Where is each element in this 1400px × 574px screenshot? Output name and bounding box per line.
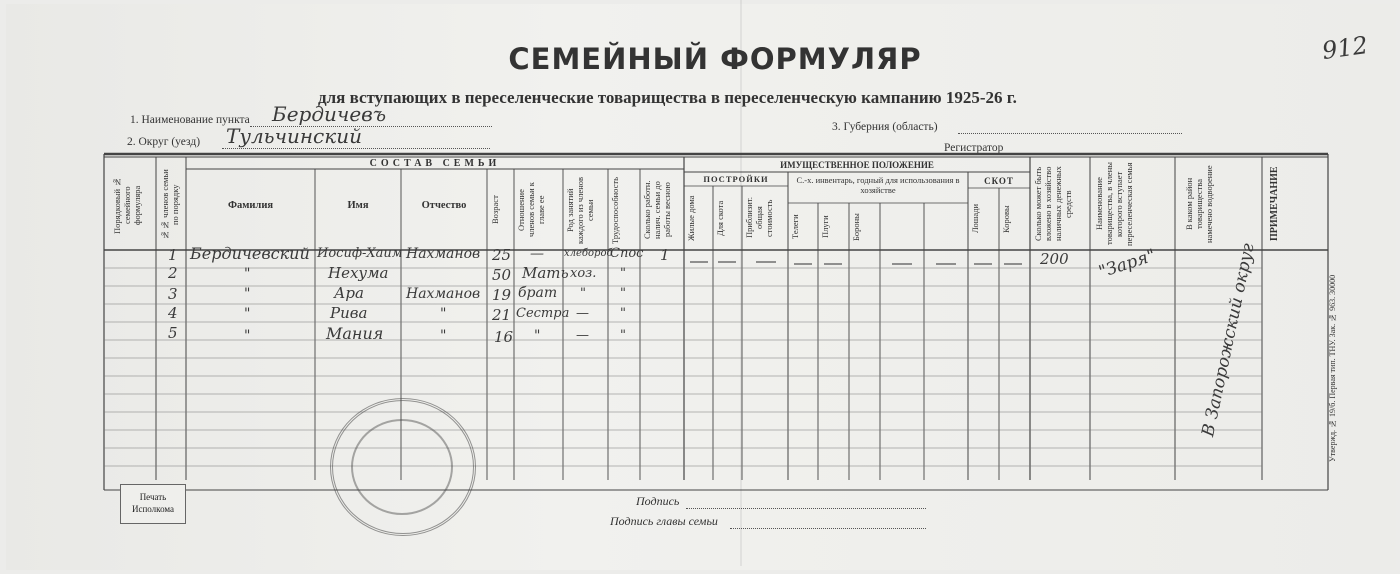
row-1-age: 25 bbox=[492, 246, 512, 264]
row-2-no: 2 bbox=[168, 264, 178, 282]
group-property-header: ИМУЩЕСТВЕННОЕ ПОЛОЖЕНИЕ bbox=[780, 160, 934, 170]
col-patronymic-header: Отчество bbox=[421, 200, 467, 211]
document-subtitle: для вступающих в переселенческие товарищества в переселенческую кампанию 1925-26 г. bbox=[318, 88, 1017, 107]
row-4-relation: Сестра bbox=[516, 306, 570, 321]
document-title: СЕМЕЙНЫЙ ФОРМУЛЯР bbox=[508, 42, 922, 76]
seal-box: Печать Исполкома bbox=[120, 484, 186, 524]
field-district-value: Тульчинский bbox=[226, 124, 362, 148]
row-4-age: 21 bbox=[492, 306, 512, 324]
row-2-surname: " bbox=[244, 266, 251, 282]
row-2-relation: Мать bbox=[522, 264, 569, 282]
col-ploughs-header: Плуги bbox=[820, 215, 830, 239]
row-1-ability: Спос bbox=[610, 246, 644, 261]
row-1-patronymic: Нахманов bbox=[406, 246, 481, 262]
row-4-ability: " bbox=[620, 306, 626, 321]
row-1-occupation: хлебороб bbox=[564, 248, 613, 259]
field-settlement-value: Бердичевъ bbox=[272, 102, 387, 126]
group-family-header: СОСТАВ СЕМЬИ bbox=[369, 158, 501, 169]
partnership-value: "Заря" bbox=[1096, 245, 1159, 283]
row-4-no: 4 bbox=[168, 304, 178, 322]
row-2-ability: " bbox=[620, 266, 626, 281]
col-approx-value-header: Приблизит. общая стоимость bbox=[744, 197, 774, 239]
row-5-relation: " bbox=[534, 328, 541, 344]
region-value: В Запорожский округ bbox=[1198, 241, 1259, 439]
row-2-name: Нехума bbox=[328, 264, 389, 282]
col-region-header: В каком район товарищества намечено водворение bbox=[1184, 165, 1214, 243]
money-value: 200 bbox=[1040, 250, 1069, 268]
col-workers-header: Сколько работн. налич. семьи до работы весною bbox=[642, 180, 672, 240]
row-4-surname: " bbox=[244, 306, 251, 322]
field-settlement-label: 1. Наименование пункта bbox=[130, 114, 250, 126]
row-3-ability: " bbox=[620, 286, 626, 301]
col-ability-header: Трудоспособность bbox=[610, 176, 620, 244]
field-registrar-label: Регистратор bbox=[944, 142, 1004, 154]
col-cattle-shed-header: Для скота bbox=[715, 200, 725, 236]
row-5-no: 5 bbox=[168, 324, 178, 342]
row-1-name: Иосиф-Хаим bbox=[317, 246, 403, 261]
row-5-name: Мания bbox=[326, 324, 384, 343]
col-carts-header: Телеги bbox=[790, 214, 800, 240]
row-3-surname: " bbox=[244, 286, 251, 302]
row-2-age: 50 bbox=[492, 266, 512, 284]
field-province-label: 3. Губерния (область) bbox=[832, 121, 938, 133]
col-member-no-header: №№ членов семьи по порядку bbox=[160, 169, 180, 241]
row-1-workers: 1 bbox=[660, 246, 670, 264]
field-district-label: 2. Округ (уезд) bbox=[127, 136, 201, 148]
group-inventory-header: С.-х. инвентарь, годный для использования в хозяйстве bbox=[796, 175, 960, 195]
row-4-patronymic: " bbox=[440, 306, 447, 322]
col-cows-header: Коровы bbox=[1001, 205, 1011, 233]
col-partnership-header: Наименование товарищества, в члены которого вступает переселенческая семья bbox=[1094, 162, 1134, 246]
row-1-surname: Бердичевский bbox=[190, 244, 310, 263]
col-name-header: Имя bbox=[347, 200, 369, 211]
row-3-no: 3 bbox=[168, 285, 178, 303]
col-occupation-header: Род занятий каждого из членов семьи bbox=[565, 176, 595, 244]
col-relation-header: Отношение членов семьи к главе ее bbox=[516, 182, 546, 238]
row-3-occupation: " bbox=[580, 286, 586, 301]
official-seal bbox=[330, 398, 476, 536]
row-5-age: 16 bbox=[494, 328, 514, 346]
col-surname-header: Фамилия bbox=[227, 200, 274, 211]
row-3-patronymic: Нахманов bbox=[406, 286, 481, 302]
side-print-text: Утвержд. № 19/б. Первая тип. ТНУ. Зак. № 963. 30000 bbox=[1328, 274, 1337, 462]
row-1-relation: — bbox=[530, 246, 544, 262]
col-money-header: Сколько может быть вложено в хозяйство наличных денежных средств bbox=[1033, 166, 1073, 242]
col-serial-header: Порядковый № семейного формуляра bbox=[112, 176, 142, 234]
group-livestock-header: СКОТ bbox=[984, 176, 1014, 186]
col-harrows-header: Бороны bbox=[851, 213, 861, 241]
row-5-occupation: — bbox=[576, 328, 589, 343]
row-3-relation: брат bbox=[518, 285, 558, 301]
signature-label: Подпись bbox=[636, 494, 680, 508]
row-1-no: 1 bbox=[168, 246, 178, 264]
signature-line bbox=[686, 496, 926, 509]
row-2-occupation: хоз. bbox=[570, 266, 597, 281]
row-5-ability: " bbox=[620, 328, 626, 343]
row-5-patronymic: " bbox=[440, 328, 447, 344]
group-buildings-header: ПОСТРОЙКИ bbox=[703, 174, 769, 184]
head-signature-line bbox=[730, 516, 926, 529]
col-house-header: Жилые дома bbox=[686, 195, 696, 241]
col-note-header: ПРИМЕЧАНИЕ bbox=[1269, 166, 1280, 242]
row-4-name: Рива bbox=[330, 304, 368, 322]
row-4-occupation: — bbox=[576, 306, 589, 321]
col-age-header: Возраст bbox=[490, 195, 500, 225]
head-signature-label: Подпись главы семьи bbox=[610, 514, 718, 528]
row-3-name: Ара bbox=[334, 284, 364, 302]
archive-mark: 912 bbox=[1320, 30, 1370, 66]
col-horses-header: Лошади bbox=[970, 204, 980, 234]
row-5-surname: " bbox=[244, 328, 251, 344]
row-3-age: 19 bbox=[492, 286, 512, 304]
